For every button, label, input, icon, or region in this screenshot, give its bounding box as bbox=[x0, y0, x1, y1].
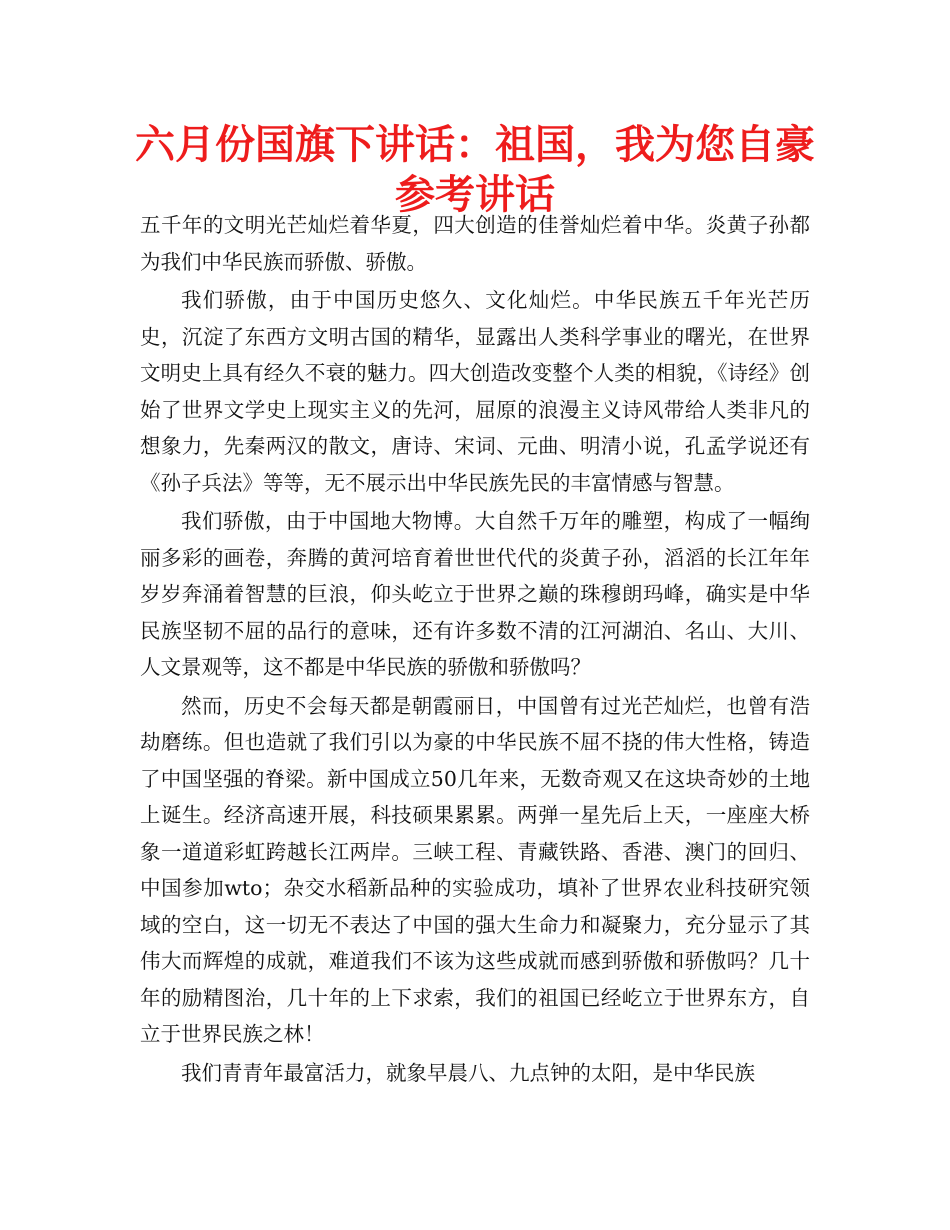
paragraph-5: 我们青青年最富活力，就象早晨八、九点钟的太阳，是中华民族 bbox=[181, 1060, 755, 1085]
paragraph-2: 我们骄傲，由于中国历史悠久、文化灿烂。中华民族五千年光芒历史，沉淀了东西方文明古国的精华，显露出人类科学事业的曙光，在世界文明史上具有经久不衰的魅力。四大创造改变整个人类的相貌，《诗经》创始了世界文学史上现实主义的先河，屈原的浪漫主义诗风带给人类非凡的想象力，先秦两汉的散文，唐诗、宋词、元曲、明清小说，孔孟学说还有《孙子兵法》等等，无不展示出中华民族先民的丰富情感与智慧。 bbox=[140, 288, 810, 495]
document-title: 六月份国旗下讲话：祖国，我为您自豪参考讲话 bbox=[135, 122, 815, 218]
paragraph-1: 五千年的文明光芒灿烂着华夏，四大创造的佳誉灿烂着中华。炎黄子孙都为我们中华民族而骄傲、骄傲。 bbox=[140, 213, 810, 274]
document-body bbox=[140, 207, 810, 1093]
paragraph-4: 然而，历史不会每天都是朝霞丽日，中国曾有过光芒灿烂，也曾有浩劫磨练。但也造就了我们引以为豪的中华民族不屈不挠的伟大性格，铸造了中国坚强的脊梁。新中国成立50几年来，无数奇观又在这块奇妙的土地上诞生。经济高速开展，科技硕果累累。两弹一星先后上天，一座座大桥象一道道彩虹跨越长江两岸。三峡工程、青藏铁路、香港、澳门的回归、中国参加wto；杂交水稻新品种的实验成功，填补了世界农业科技研究领域的空白，这一切无不表达了中国的强大生命力和凝聚力，充分显示了其伟大而辉煌的成就，难道我们不该为这些成就而感到骄傲和骄傲吗？几十年的励精图治，几十年的上下求索，我们的祖国已经屹立于世界东方，自立于世界民族之林！ bbox=[140, 693, 810, 1046]
paragraph-3: 我们骄傲，由于中国地大物博。大自然千万年的雕塑，构成了一幅绚丽多彩的画卷，奔腾的黄河培育着世世代代的炎黄子孙，滔滔的长江年年岁岁奔涌着智慧的巨浪，仰头屹立于世界之巅的珠穆朗玛峰，确实是中华民族坚韧不屈的品行的意味，还有许多数不清的江河湖泊、名山、大川、人文景观等，这不都是中华民族的骄傲和骄傲吗？ bbox=[140, 509, 810, 679]
